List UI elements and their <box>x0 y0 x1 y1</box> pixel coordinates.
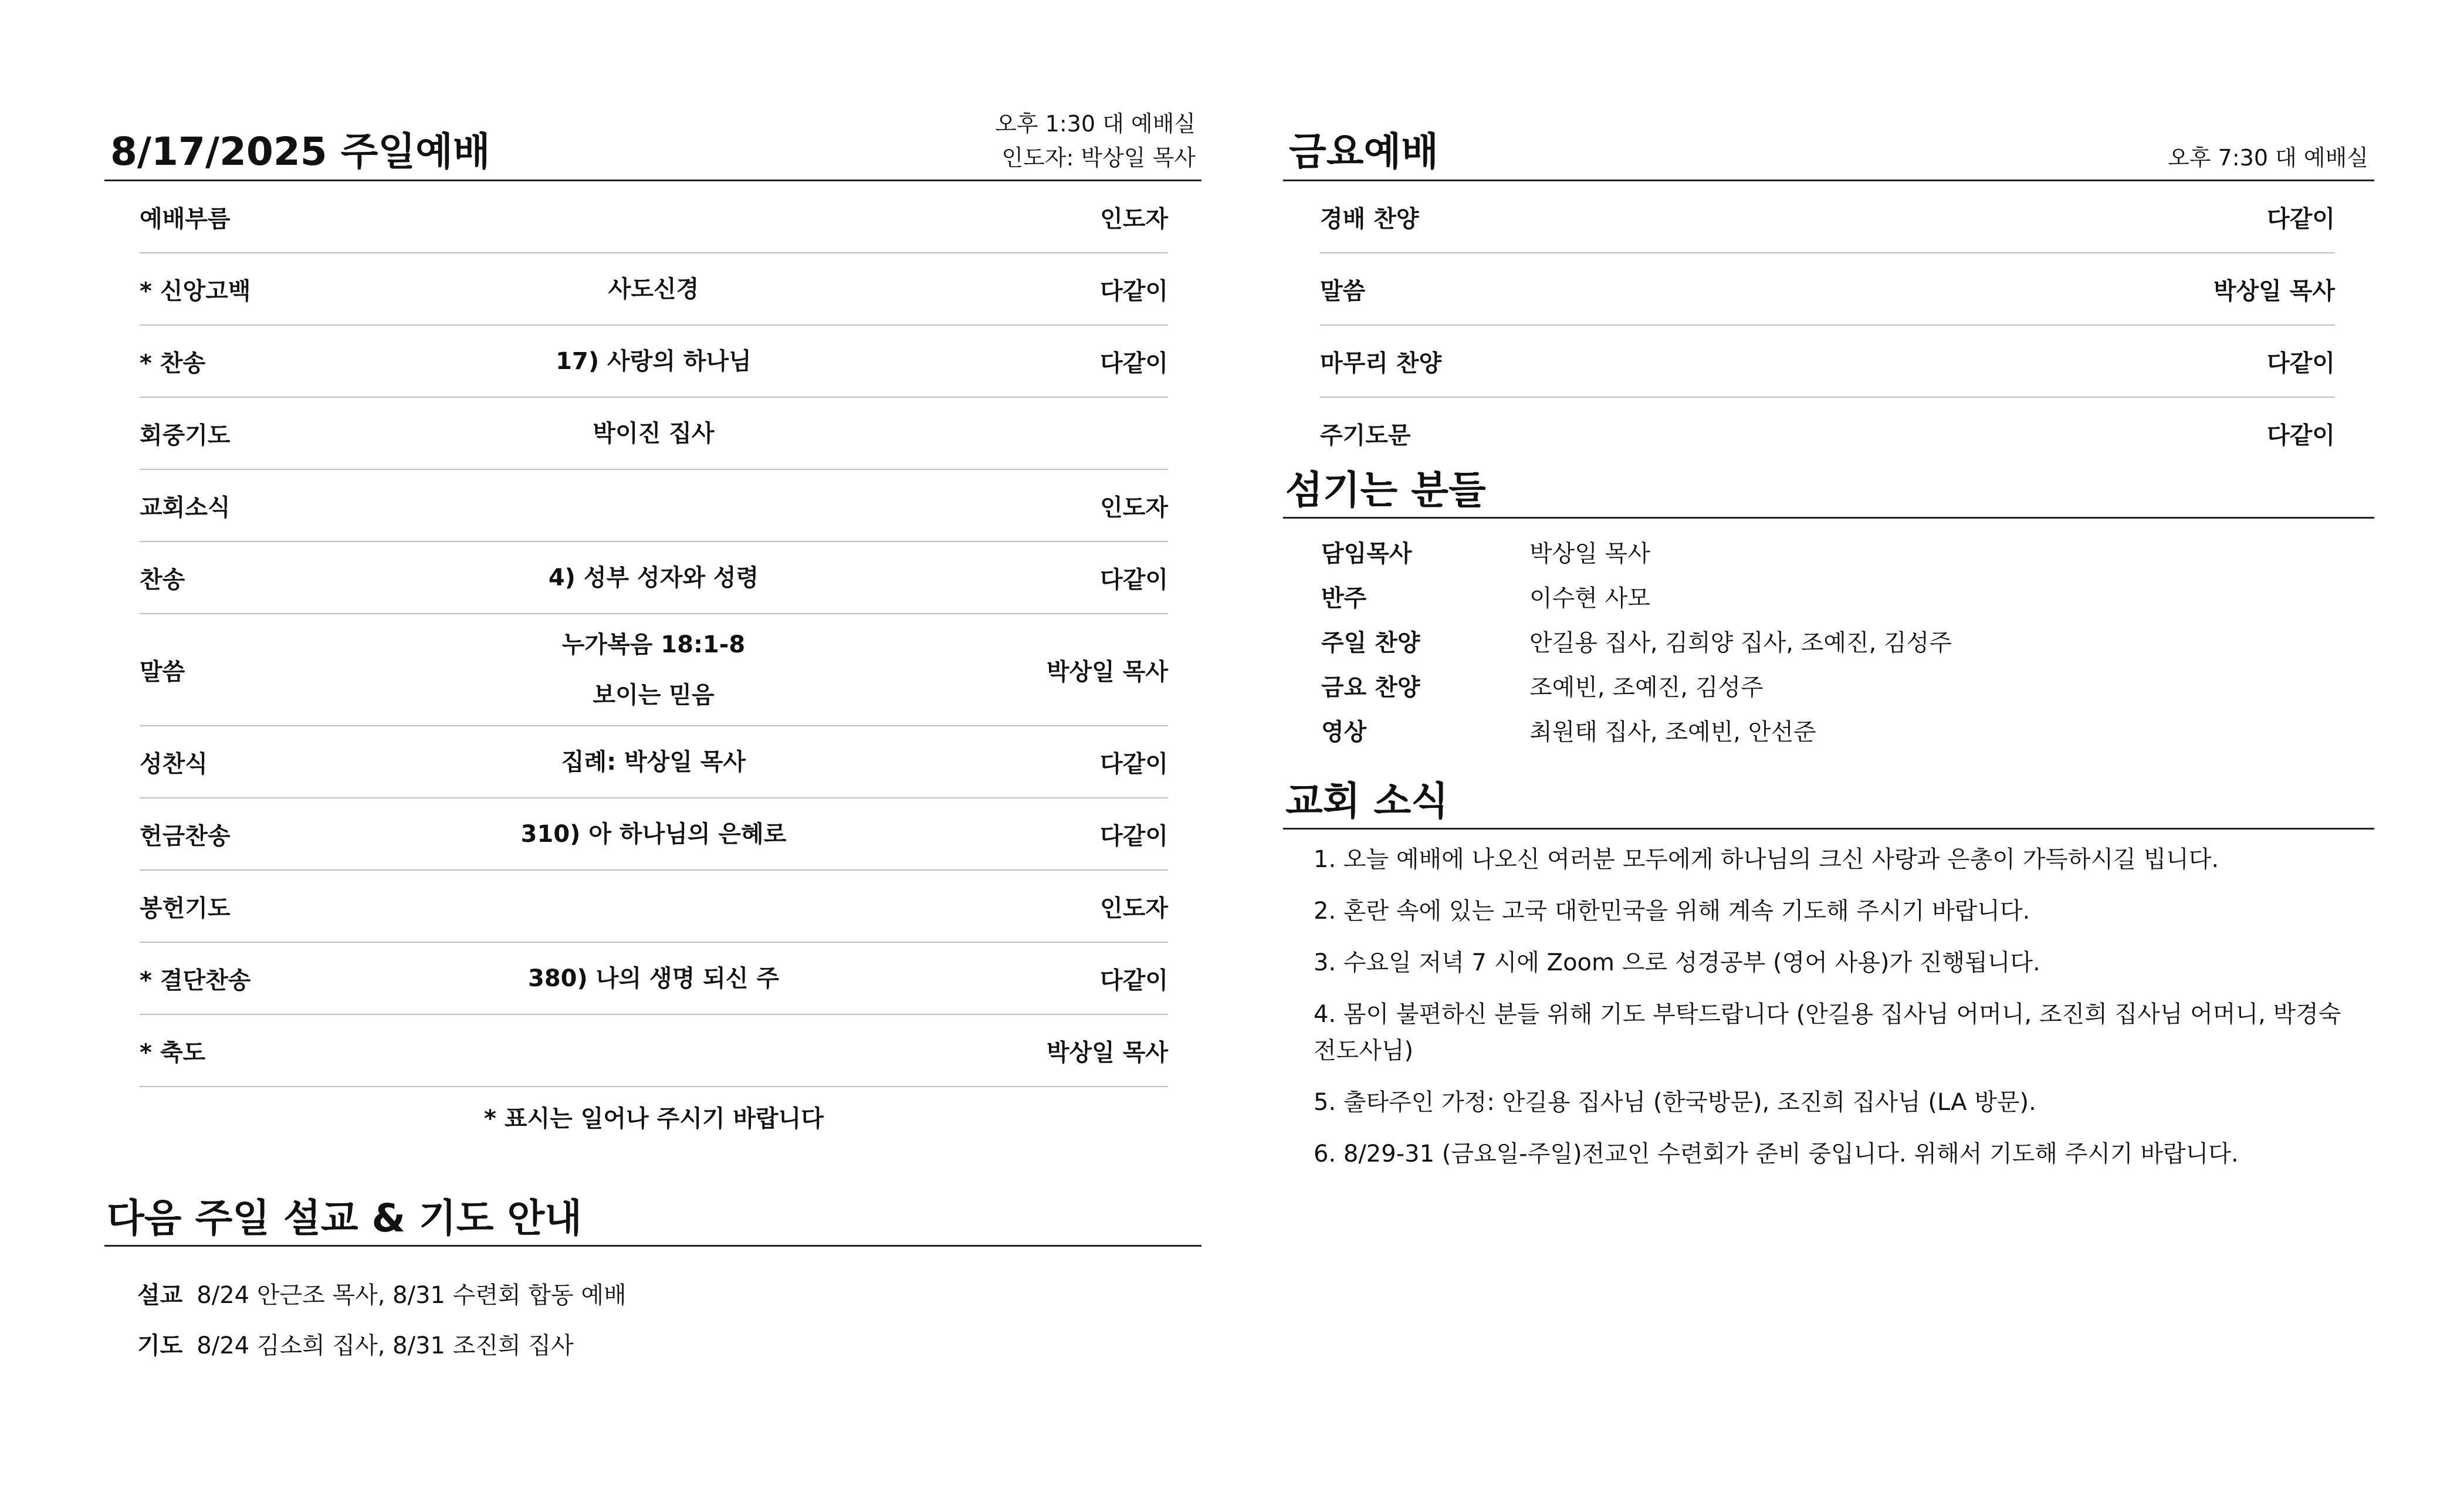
server-row <box>1321 710 2374 754</box>
friday-by: 박상일 목사 <box>2213 277 2335 304</box>
order-content: 4) 성부 성자와 성령 <box>548 564 759 591</box>
order-by: 다같이 <box>1100 823 1168 849</box>
order-item: * 결단찬송 <box>140 967 251 994</box>
news-list <box>1283 841 2374 1172</box>
sunday-meta <box>995 107 1196 175</box>
friday-row <box>1320 181 2335 253</box>
order-item: 회중기도 <box>140 422 231 449</box>
friday-row <box>1320 398 2335 469</box>
news-item: 3. 수요일 저녁 7 시에 Zoom 으로 성경공부 (영어 사용)가 진행됩니다. <box>1314 949 2040 976</box>
sunday-title: 8/17/2025 주일예배 <box>110 129 490 174</box>
order-row <box>140 253 1168 326</box>
order-by: 인도자 <box>1100 205 1168 232</box>
order-item: 교회소식 <box>140 494 231 521</box>
order-row <box>140 542 1168 614</box>
friday-by: 다같이 <box>2267 205 2335 232</box>
server-names: 이수현 사모 <box>1529 585 1650 612</box>
next-week-header <box>104 1142 1201 1247</box>
order-content <box>562 620 745 720</box>
friday-row <box>1320 253 2335 326</box>
order-item: 찬송 <box>140 566 185 593</box>
order-row <box>140 871 1168 943</box>
servers-title: 섬기는 분들 <box>1285 468 1486 513</box>
order-content: 17) 사랑의 하나님 <box>556 347 752 375</box>
news-title: 교회 소식 <box>1285 779 1449 824</box>
scripture-reference: 누가복음 18:1-8 <box>561 631 746 658</box>
server-role: 영상 <box>1321 719 1367 746</box>
sunday-order-list <box>140 181 1168 1087</box>
order-row <box>140 470 1168 542</box>
order-item: * 축도 <box>140 1039 206 1066</box>
order-content: 310) 아 하나님의 은혜로 <box>520 820 787 848</box>
sunday-time: 오후 1:30 대 예배실 <box>995 111 1196 137</box>
right-column <box>1283 0 2374 1187</box>
order-by: 다같이 <box>1100 350 1168 377</box>
server-row <box>1321 621 2374 665</box>
order-row <box>140 726 1168 798</box>
order-row <box>140 614 1168 726</box>
prayer-label: 기도 <box>137 1332 183 1359</box>
servers-list <box>1283 532 2374 754</box>
prayer-guide <box>137 1321 1201 1371</box>
order-by: 다같이 <box>1100 277 1168 304</box>
order-by: 다같이 <box>1100 967 1168 994</box>
server-role: 금요 찬양 <box>1321 674 1420 701</box>
order-row <box>140 798 1168 871</box>
friday-by: 다같이 <box>2267 422 2335 449</box>
order-row <box>140 326 1168 398</box>
server-row <box>1321 665 2374 710</box>
friday-header <box>1283 0 2374 181</box>
friday-by: 다같이 <box>2267 350 2335 377</box>
friday-item: 마무리 찬양 <box>1320 350 1442 377</box>
friday-row <box>1320 326 2335 398</box>
sermon-label: 설교 <box>137 1282 183 1309</box>
order-by: 인도자 <box>1100 895 1168 922</box>
news-header <box>1283 754 2374 830</box>
order-content: 집례: 박상일 목사 <box>561 748 746 776</box>
news-item: 2. 혼란 속에 있는 고국 대한민국을 위해 계속 기도해 주시기 바랍니다. <box>1314 898 2030 925</box>
order-by: 다같이 <box>1100 750 1168 777</box>
server-names: 박상일 목사 <box>1529 540 1650 567</box>
standing-note: * 표시는 일어나 주시기 바랍니다 <box>484 1105 824 1132</box>
friday-order-list <box>1320 181 2335 469</box>
server-names: 최원태 집사, 조예빈, 안선준 <box>1529 719 1816 746</box>
prayer-schedule: 8/24 김소희 집사, 8/31 조진희 집사 <box>197 1332 574 1359</box>
news-item: 4. 몸이 불편하신 분들 위해 기도 부탁드랍니다 (안길용 집사님 어머니, 조진희 집사님 어머니, 박경숙 전도사님) <box>1314 1001 2341 1064</box>
friday-item: 말씀 <box>1320 277 1366 304</box>
order-item: 말씀 <box>140 658 185 685</box>
friday-title: 금요예배 <box>1289 129 1439 174</box>
sunday-leader: 인도자: 박상일 목사 <box>1001 145 1196 171</box>
order-row <box>140 943 1168 1015</box>
server-names: 조예빈, 조예진, 김성주 <box>1529 674 1764 701</box>
server-role: 담임목사 <box>1321 540 1412 567</box>
sunday-column <box>104 0 1201 1371</box>
order-by: 인도자 <box>1100 494 1168 521</box>
order-row <box>140 181 1168 253</box>
sunday-header <box>104 0 1201 181</box>
servers-header <box>1283 469 2374 519</box>
order-by: 박상일 목사 <box>1046 1039 1168 1066</box>
server-row <box>1321 576 2374 621</box>
order-item: * 찬송 <box>140 350 206 377</box>
order-item: 성찬식 <box>140 750 208 777</box>
server-row <box>1321 532 2374 576</box>
friday-item: 경배 찬양 <box>1320 205 1419 232</box>
sermon-title: 보이는 믿음 <box>593 681 715 709</box>
news-item: 5. 출타주인 가정: 안길용 집사님 (한국방문), 조진희 집사님 (LA 방문). <box>1314 1089 2036 1116</box>
order-by: 다같이 <box>1100 566 1168 593</box>
order-item: 헌금찬송 <box>140 823 231 849</box>
order-content: 박이진 집사 <box>593 419 715 447</box>
order-content: 사도신경 <box>608 275 699 303</box>
sermon-schedule: 8/24 안근조 목사, 8/31 수련회 합동 예배 <box>197 1282 627 1309</box>
order-row <box>140 398 1168 470</box>
server-role: 주일 찬양 <box>1321 629 1420 656</box>
friday-time: 오후 7:30 대 예배실 <box>2168 145 2368 171</box>
order-row <box>140 1015 1168 1087</box>
news-item: 6. 8/29-31 (금요일-주일)전교인 수련회가 준비 중입니다. 위해서 기도해 주시기 바랍니다. <box>1314 1140 2239 1167</box>
sermon-guide <box>137 1270 1201 1321</box>
order-content: 380) 나의 생명 되신 주 <box>528 964 779 992</box>
order-item: 예배부름 <box>140 205 231 232</box>
news-item: 1. 오늘 예배에 나오신 여러분 모두에게 하나님의 크신 사랑과 은총이 가득하시길 빕니다. <box>1314 846 2219 873</box>
order-item: * 신앙고백 <box>140 277 251 304</box>
next-week-title: 다음 주일 설교 & 기도 안내 <box>107 1196 583 1241</box>
friday-item: 주기도문 <box>1320 422 1411 449</box>
server-role: 반주 <box>1321 585 1367 612</box>
order-by: 박상일 목사 <box>1046 658 1168 685</box>
order-item: 봉헌기도 <box>140 895 231 922</box>
server-names: 안길용 집사, 김희양 집사, 조예진, 김성주 <box>1529 629 1952 656</box>
